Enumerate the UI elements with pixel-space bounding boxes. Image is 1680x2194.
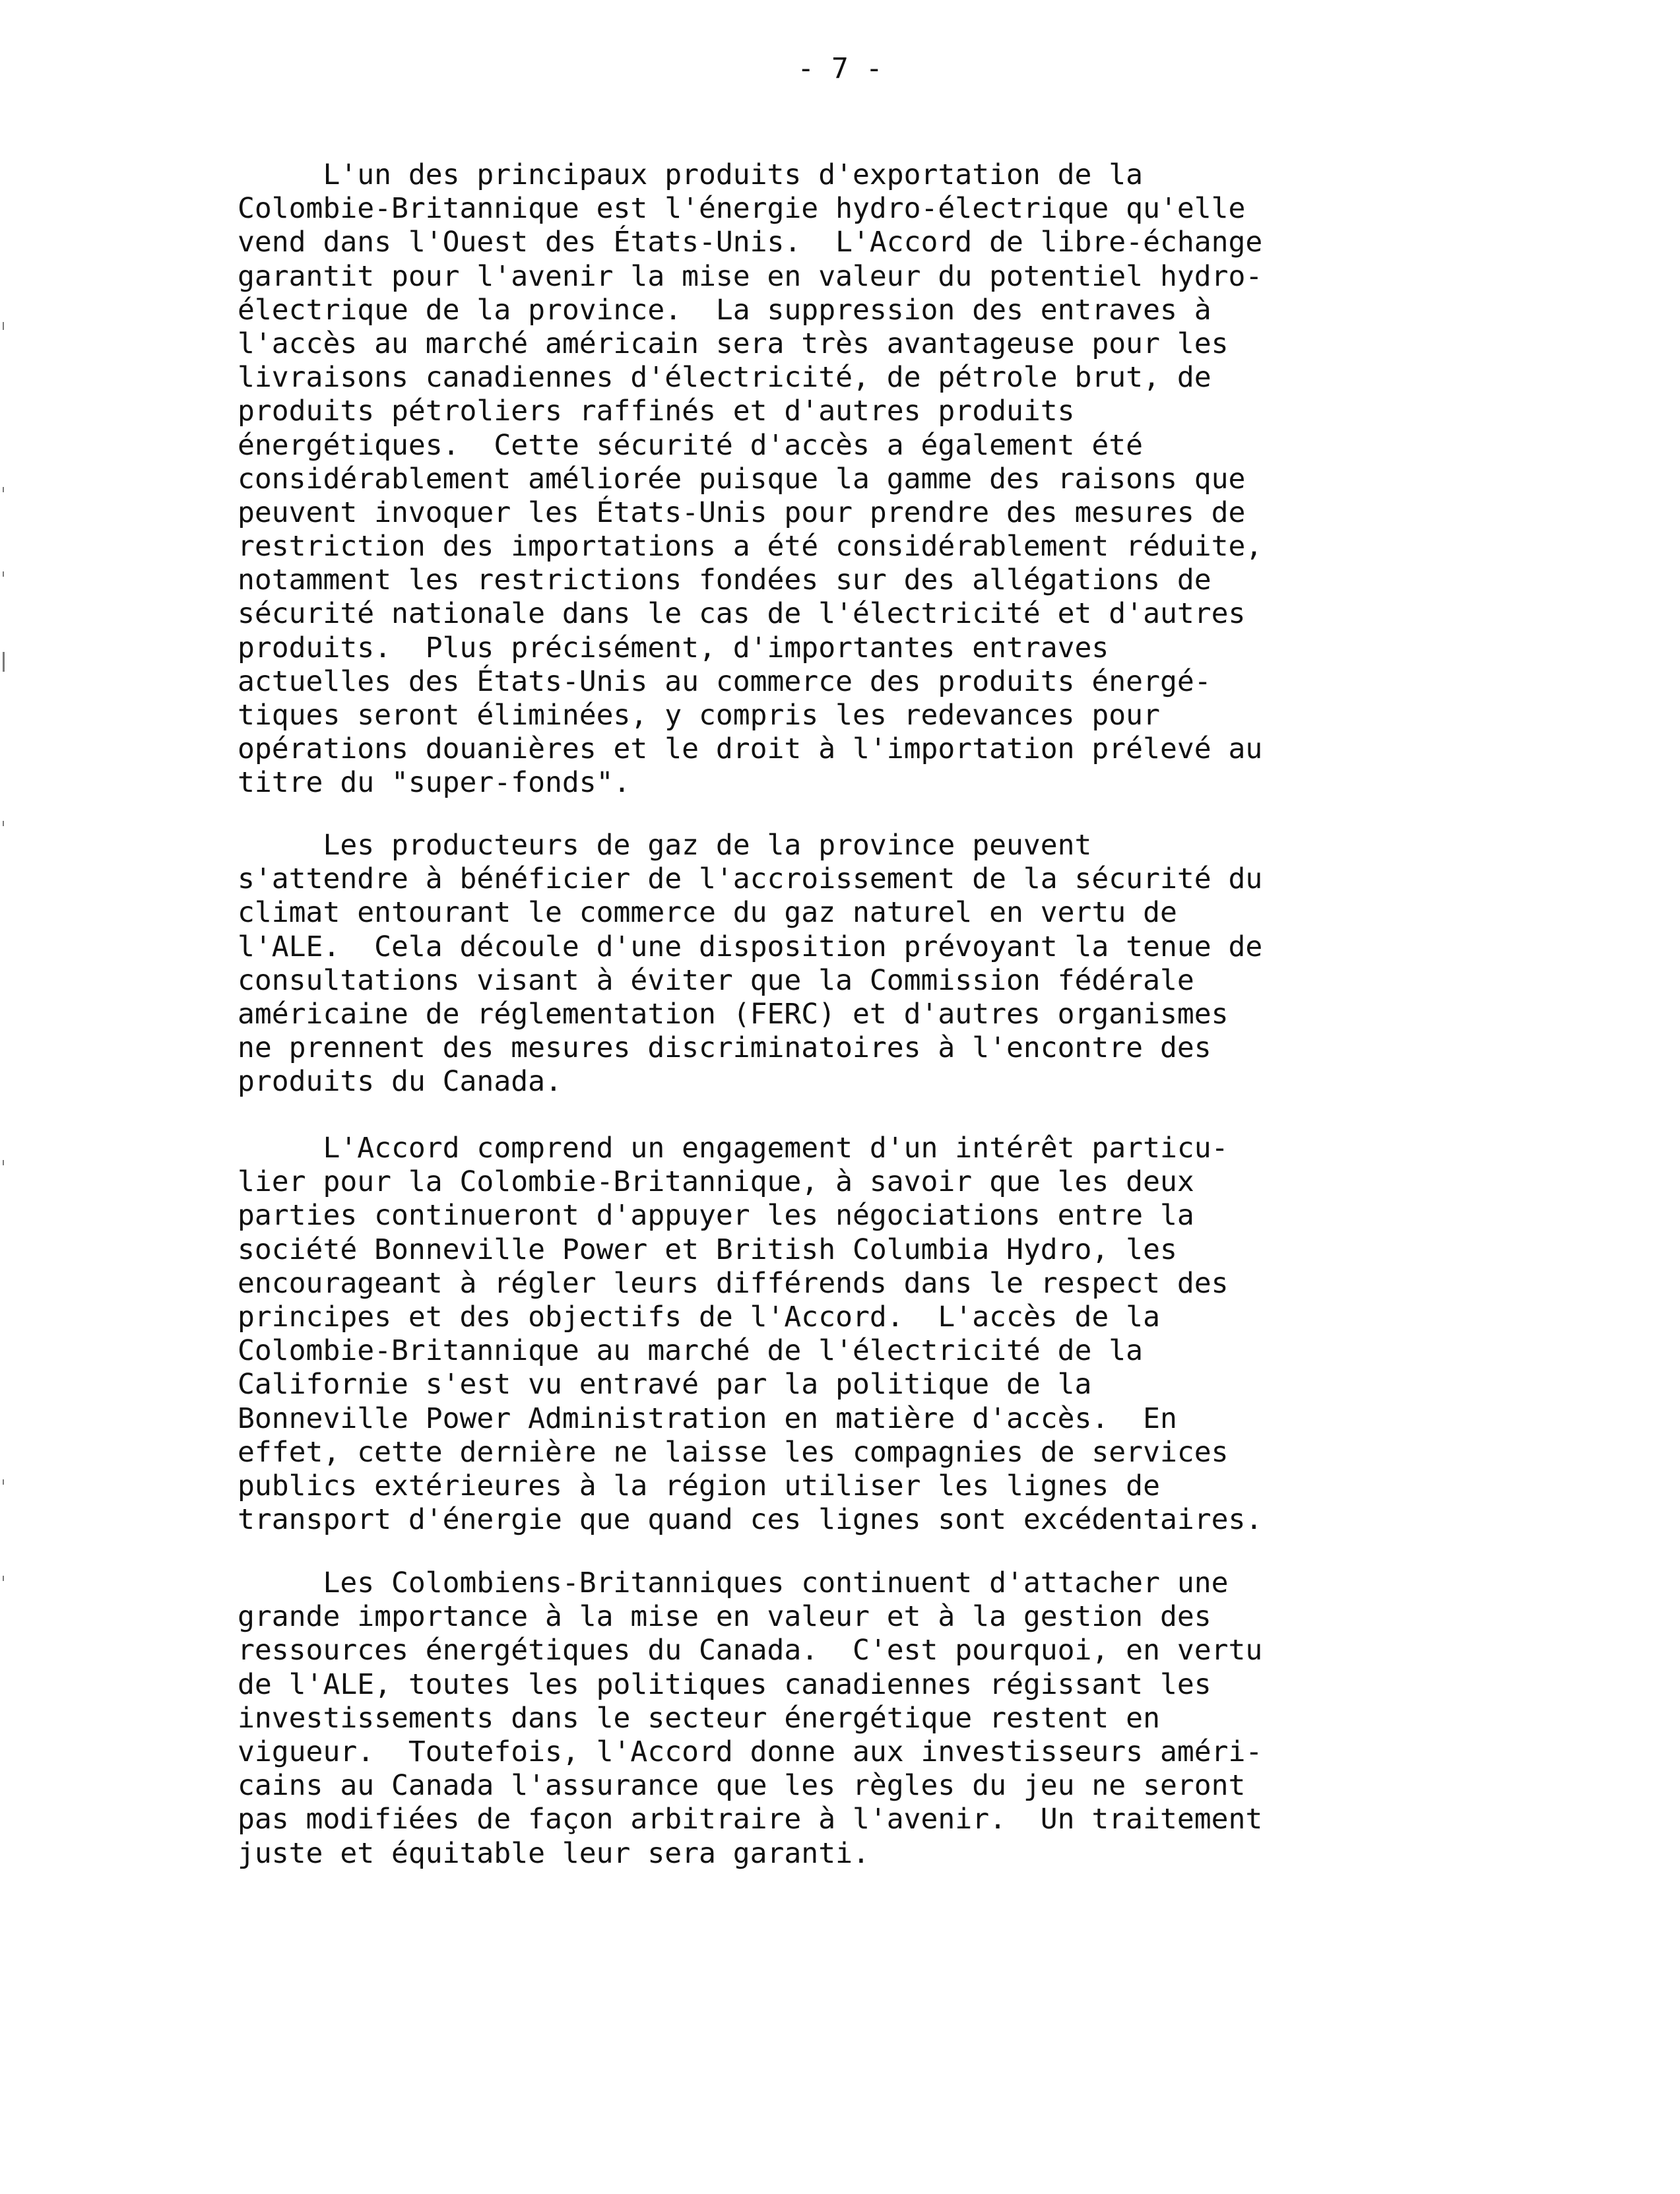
scan-mark [3,652,5,672]
text-line: considérablement améliorée puisque la gamme des raisons que [238,462,1246,496]
text-line: l'accès au marché américain sera très avantageuse pour les [238,327,1229,360]
text-line: grande importance à la mise en valeur et à la gestion des [238,1600,1212,1634]
text-line: l'ALE. Cela découle d'une disposition prévoyant la tenue de [238,930,1263,963]
text-line: effet, cette dernière ne laisse les compagnies de services [238,1435,1229,1469]
text-line: consultations visant à éviter que la Commission fédérale [238,963,1194,997]
scan-mark [3,322,4,330]
text-line: énergétiques. Cette sécurité d'accès a également été [238,428,1144,462]
text-line: américaine de réglementation (FERC) et d'autres organismes [238,997,1229,1031]
text-line: Californie s'est vu entravé par la politique de la [238,1368,1092,1402]
text-line: lier pour la Colombie-Britannique, à savoir que les deux [238,1165,1194,1199]
text-line: opérations douanières et le droit à l'importation prélevé au [238,732,1263,766]
text-line: de l'ALE, toutes les politiques canadiennes régissant les [238,1667,1212,1701]
scan-mark [3,1576,4,1581]
text-line: restriction des importations a été considérablement réduite, [238,530,1263,564]
text-line: investissements dans le secteur énergétique restent en [238,1701,1160,1735]
text-line: transport d'énergie que quand ces lignes sont excédentaires. [238,1503,1263,1537]
text-line: ressources énergétiques du Canada. C'est pourquoi, en vertu [238,1634,1263,1667]
scan-mark [3,821,4,826]
text-line: société Bonneville Power et British Columbia Hydro, les [238,1233,1177,1266]
text-line: cains au Canada l'assurance que les règles du jeu ne seront [238,1769,1246,1803]
text-line: électrique de la province. La suppression des entraves à [238,293,1212,327]
text-line: sécurité nationale dans le cas de l'électricité et d'autres [238,597,1246,631]
text-line: vend dans l'Ouest des États-Unis. L'Accord de libre-échange [238,226,1263,259]
text-line: L'un des principaux produits d'exportation de la [238,158,1144,191]
text-line: livraisons canadiennes d'électricité, de pétrole brut, de [238,361,1212,395]
text-line: produits. Plus précisément, d'importantes entraves [238,631,1109,664]
text-line: vigueur. Toutefois, l'Accord donne aux investisseurs améri- [238,1735,1263,1768]
text-line: principes et des objectifs de l'Accord. L'accès de la [238,1300,1160,1334]
scan-mark [3,1479,4,1485]
text-line: tiques seront éliminées, y compris les redevances pour [238,699,1160,732]
text-line: climat entourant le commerce du gaz naturel en vertu de [238,896,1177,930]
page-number: - 7 - [797,52,883,85]
text-line: pas modifiées de façon arbitraire à l'avenir. Un traitement [238,1803,1263,1836]
text-line: ne prennent des mesures discriminatoires à l'encontre des [238,1031,1212,1065]
paragraph-producteurs-gaz [238,829,1478,1099]
text-line: encourageant à régler leurs différends dans le respect des [238,1266,1229,1300]
scan-mark [3,571,4,577]
text-line: parties continueront d'appuyer les négociations entre la [238,1199,1194,1233]
paragraph-investissements [238,1566,1478,1871]
text-line: produits pétroliers raffinés et d'autres produits [238,395,1075,428]
text-line: Colombie-Britannique est l'énergie hydro-électrique qu'elle [238,192,1246,226]
text-line: peuvent invoquer les États-Unis pour prendre des mesures de [238,496,1246,529]
paragraph-engagement-bonneville [238,1132,1478,1537]
text-line: Les producteurs de gaz de la province peuvent [238,829,1092,862]
paragraph-exportations-energie [238,158,1478,800]
scan-mark [3,487,4,492]
scan-mark [3,1160,4,1165]
text-line: titre du "super-fonds". [238,766,631,800]
text-line: juste et équitable leur sera garanti. [238,1836,870,1870]
text-line: actuelles des États-Unis au commerce des produits énergé- [238,664,1212,698]
text-line: Colombie-Britannique au marché de l'électricité de la [238,1334,1144,1368]
text-line: publics extérieures à la région utiliser les lignes de [238,1469,1160,1502]
text-line: Les Colombiens-Britanniques continuent d'attacher une [238,1566,1229,1599]
text-line: L'Accord comprend un engagement d'un intérêt particu- [238,1132,1229,1165]
text-line: notamment les restrictions fondées sur des allégations de [238,564,1212,597]
text-line: Bonneville Power Administration en matière d'accès. En [238,1402,1177,1435]
text-line: s'attendre à bénéficier de l'accroissement de la sécurité du [238,862,1263,896]
text-line: garantit pour l'avenir la mise en valeur du potentiel hydro- [238,259,1263,293]
text-line: produits du Canada. [238,1065,562,1099]
